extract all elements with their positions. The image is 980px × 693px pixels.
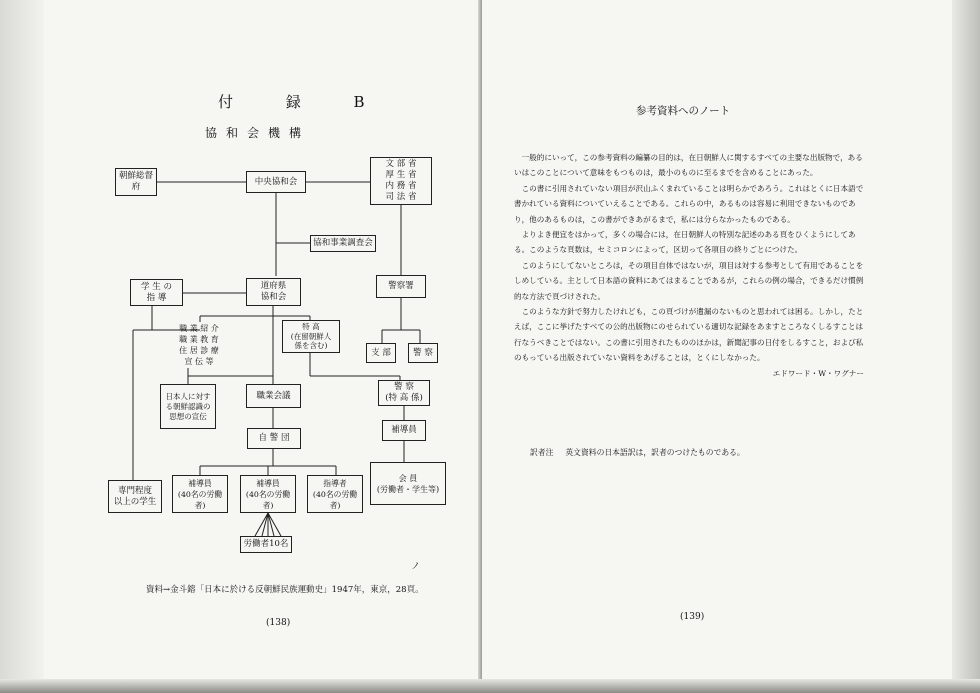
paragraph-3: よりよき便宜をはかって，多くの場合には，在日朝鮮人の特別な記述のある頁をひくようにしてある。このような頁数は，セミコロンによって，区切って各項目の終りごとにつけた。 — [514, 230, 856, 255]
node-department: 警 察 — [408, 343, 438, 363]
node-guidance-officer: 補導員 — [382, 420, 426, 441]
node-branch: 支 部 — [366, 343, 396, 363]
paragraph-4: このようにしてないところは，その項目自体ではないが，項目は対する参考として有用であることをしめしている。主として日本語の資料にあてはまることであるが，これらの例の場合，できるだけ慣例的な方法で頁づけされた。 — [514, 260, 864, 301]
paragraph-1: 一般的にいって，この参考資料の編纂の目的は，在日朝鮮人に関するすべての主要な出版物で，あるいはこのことについて意味をもつものは，最小のものに至るまでを含めることにあった。 — [514, 153, 863, 178]
node-special-higher-police: 特 高 (在留朝鮮人 係を含む) — [282, 320, 340, 353]
source-note: 資料→金斗鎔「日本に於ける反朝鮮民族運動史」1947年，東京，28頁。 — [146, 585, 424, 595]
page-edge-right — [952, 0, 980, 693]
node-workers: 労働者10名 — [240, 536, 292, 553]
node-ministries: 文 部 省 厚 生 省 内 務 省 司 法 省 — [370, 157, 432, 205]
pen-mark: ノ — [411, 562, 421, 572]
appendix-title: 付 録 B — [218, 93, 389, 111]
translator-text: 英文資料の日本語訳は，訳者のつけたものである。 — [565, 448, 745, 457]
right-page — [482, 0, 980, 693]
node-labor-committee: 職業会議 — [246, 384, 301, 408]
node-association-members: 会 員 (労働者・学生等) — [370, 462, 446, 505]
notes-body — [514, 150, 864, 381]
translator-label: 訳者注 — [530, 448, 554, 457]
node-government-general: 朝鮮総督府 — [115, 168, 157, 196]
node-coordination-council: 協和事業調査会 — [310, 235, 376, 252]
page-number-right: (139) — [680, 612, 705, 622]
node-jikeidan: 自 警 団 — [247, 428, 301, 449]
translator-note — [530, 447, 757, 458]
node-senior-students: 専門程度 以上の学生 — [108, 480, 162, 513]
notes-title: 参考資料へのノート — [636, 105, 731, 117]
node-propaganda: 日本人に対する朝鮮認識の思想の宣伝 — [160, 384, 216, 429]
node-central-association: 中央協和会 — [246, 171, 306, 193]
node-helper: 指導者 (40名の労働者) — [307, 475, 363, 513]
node-prefectural-association: 道府県 協和会 — [246, 278, 301, 306]
node-student-guidance: 学 生 の 指 導 — [130, 279, 183, 306]
author-signature: エドワード・W・ワグナー — [772, 368, 864, 378]
page-edge-bottom — [0, 679, 980, 693]
node-guide-leader: 補導員 (40名の労働者) — [172, 475, 228, 513]
paragraph-2: この書に引用されていない項目が沢山ふくまれていることは明らかであろう。これはとくに日本語で書かれている資料についていえることである。これらの中，あるものは容易に利用できないものであり，他のあるものは，この書ができあがるまで，私には分らなかったものである。 — [514, 183, 864, 224]
node-assistant-leader: 補導員 (40名の労働者) — [240, 475, 296, 513]
page-number-left: (138) — [266, 618, 291, 628]
chart-title: 協和会機構 — [205, 126, 311, 140]
node-police-station: 警察署 — [376, 275, 426, 298]
node-services: 職 業 紹 介 職 業 教 育 住 居 診 療 宣 伝 等 — [179, 324, 219, 366]
node-branch-police: 警 察 (特 高 係) — [378, 380, 430, 406]
paragraph-5: このような方針で努力したけれども，この頁づけが遺漏のないものと思われては困る。しかし，たとえば，ここに挙げたすべての公的出版物にのせられている適切な記録をあますところなくしるすことは行なうべきことではない。この書に引用されたもののほかは，新聞記事の日付をしるすこと，および私のもっている出版されていない資料をあげることは，とくにしなかった。 — [514, 307, 864, 363]
left-page — [0, 0, 480, 693]
